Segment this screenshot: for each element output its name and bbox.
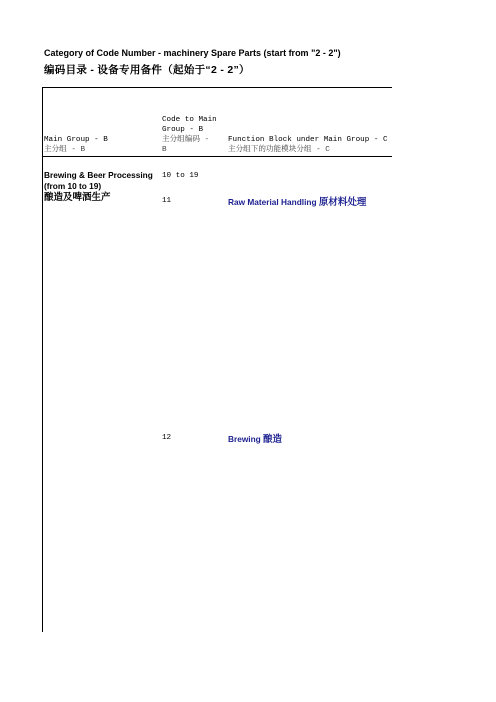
- main-group-code-range: 10 to 19: [162, 172, 199, 180]
- column-header-function-block: [228, 135, 388, 155]
- column-header-main-group: [44, 135, 108, 155]
- main-group-cell: [44, 170, 153, 203]
- row-function-cn: 酿造: [263, 434, 283, 445]
- row-function-en: Raw Material Handling: [228, 197, 317, 207]
- header-bottom-border: [42, 156, 392, 157]
- row-function-brewing: [228, 431, 282, 445]
- row-function-en: Brewing: [228, 434, 261, 444]
- page-title-english: Category of Code Number - machinery Spare Parts (start from "2 - 2"): [44, 48, 341, 58]
- column-header-code-line-4: B: [162, 146, 167, 154]
- main-group-range-en: (from 10 to 19): [44, 181, 102, 191]
- row-code-11: 11: [162, 197, 172, 205]
- column-header-function-block-en: Function Block under Main Group - C: [228, 136, 388, 144]
- row-function-raw-material: [228, 194, 366, 208]
- page-title-chinese: 编码目录 - 设备专用备件（起始于“2 - 2”）: [44, 64, 250, 76]
- column-header-code-line-3: 主分组编码 -: [162, 136, 210, 144]
- row-function-cn: 原材料处理: [318, 197, 367, 208]
- column-header-code-to-main-group: [162, 115, 217, 155]
- main-group-name-cn: 酿造及啤酒生产: [44, 192, 111, 203]
- table-top-border: [42, 87, 392, 88]
- column-header-code-line-1: Code to Main: [162, 116, 217, 124]
- column-header-function-block-cn: 主分组下的功能模块分组 - C: [228, 146, 330, 154]
- column-header-main-group-en: Main Group - B: [44, 136, 108, 144]
- table-left-border: [42, 87, 43, 632]
- row-code-12: 12: [162, 434, 172, 442]
- column-header-code-line-2: Group - B: [162, 126, 204, 134]
- main-group-name-en: Brewing & Beer Processing: [44, 170, 153, 180]
- column-header-main-group-cn: 主分组 - B: [44, 146, 86, 154]
